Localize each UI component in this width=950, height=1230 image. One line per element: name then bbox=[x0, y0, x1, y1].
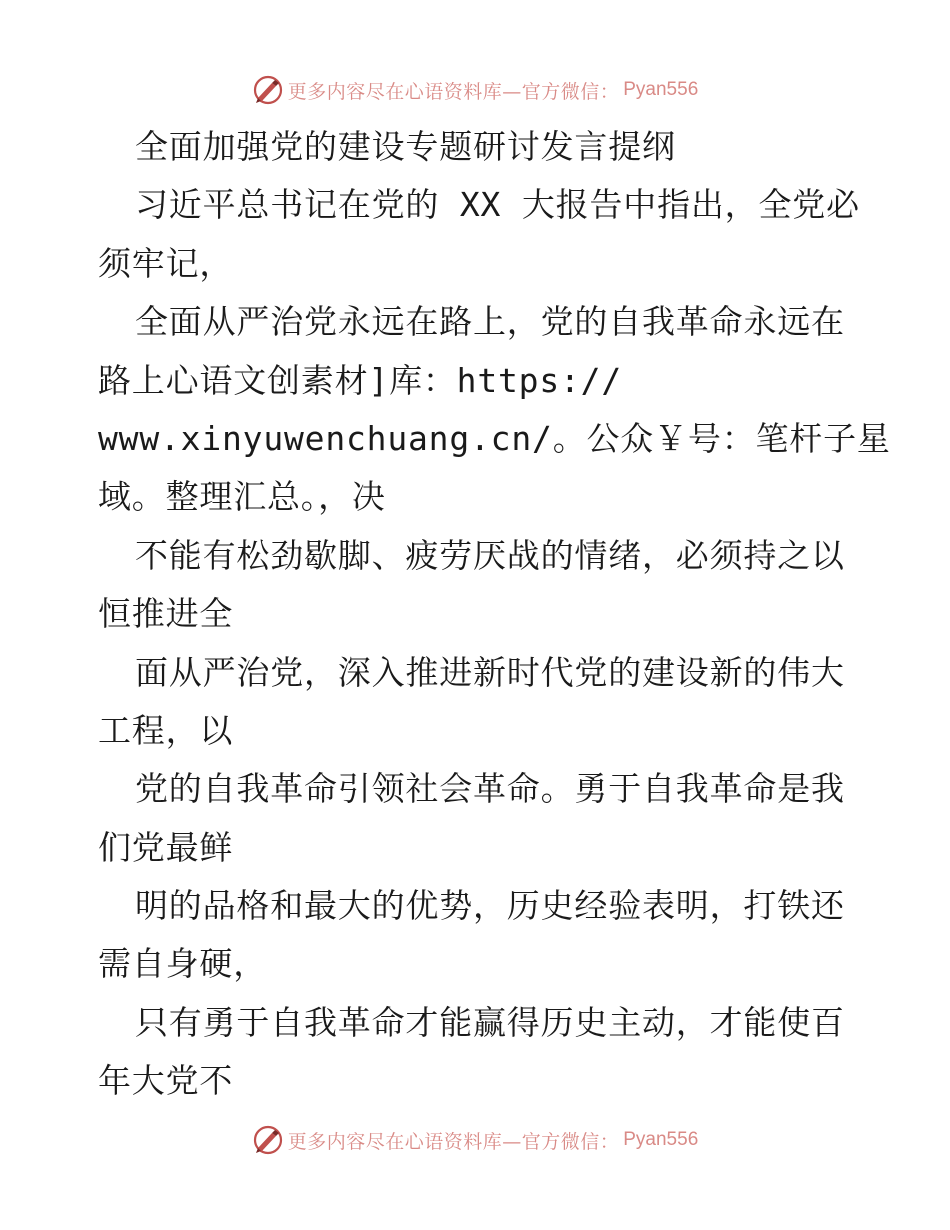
document-title: 全面加强党的建设专题研讨发言提纲 bbox=[135, 127, 676, 166]
paragraph-line: 明的品格和最大的优势，历史经验表明，打铁还 bbox=[135, 886, 845, 926]
header-watermark-handle: Pyan556 bbox=[623, 79, 699, 100]
footer-watermark-handle: Pyan556 bbox=[623, 1129, 699, 1150]
paragraph-line: 面从严治党，深入推进新时代党的建设新的伟大 bbox=[135, 652, 845, 692]
header-watermark-text: 更多内容尽在心语资料库—官方微信： bbox=[287, 80, 620, 103]
document-body bbox=[98, 118, 891, 1111]
paragraph-line: 们党最鲜 bbox=[98, 827, 234, 867]
paragraph-line: 须牢记， bbox=[98, 243, 234, 283]
paragraph-line: 恒推进全 bbox=[98, 594, 234, 634]
paragraph-line: 需自身硬， bbox=[98, 944, 267, 984]
header-watermark bbox=[0, 70, 950, 110]
paragraph-line: 年大党不 bbox=[98, 1061, 234, 1101]
pen-logo-icon bbox=[252, 74, 284, 106]
paragraph-line: 工程，以 bbox=[98, 710, 234, 750]
paragraph-line: 只有勇于自我革命才能赢得历史主动，才能使百 bbox=[135, 1002, 845, 1042]
pen-logo-icon bbox=[252, 1124, 284, 1156]
paragraph-line: 习近平总书记在党的 XX 大报告中指出，全党必 bbox=[135, 185, 860, 225]
paragraph-line: 全面从严治党永远在路上，党的自我革命永远在 bbox=[135, 302, 845, 342]
footer-watermark bbox=[0, 1120, 950, 1160]
paragraph-line: 路上心语文创素材]库：https:// bbox=[98, 360, 623, 400]
paragraph-line: 域。整理汇总。，决 bbox=[98, 477, 386, 517]
paragraph-line: 不能有松劲歇脚、疲劳厌战的情绪，必须持之以 bbox=[135, 535, 845, 575]
paragraph-line: 党的自我革命引领社会革命。勇于自我革命是我 bbox=[135, 769, 845, 809]
footer-watermark-text: 更多内容尽在心语资料库—官方微信： bbox=[287, 1130, 620, 1153]
paragraph-line: www.xinyuwenchuang.cn/。公众￥号：笔杆子星 bbox=[98, 418, 891, 458]
